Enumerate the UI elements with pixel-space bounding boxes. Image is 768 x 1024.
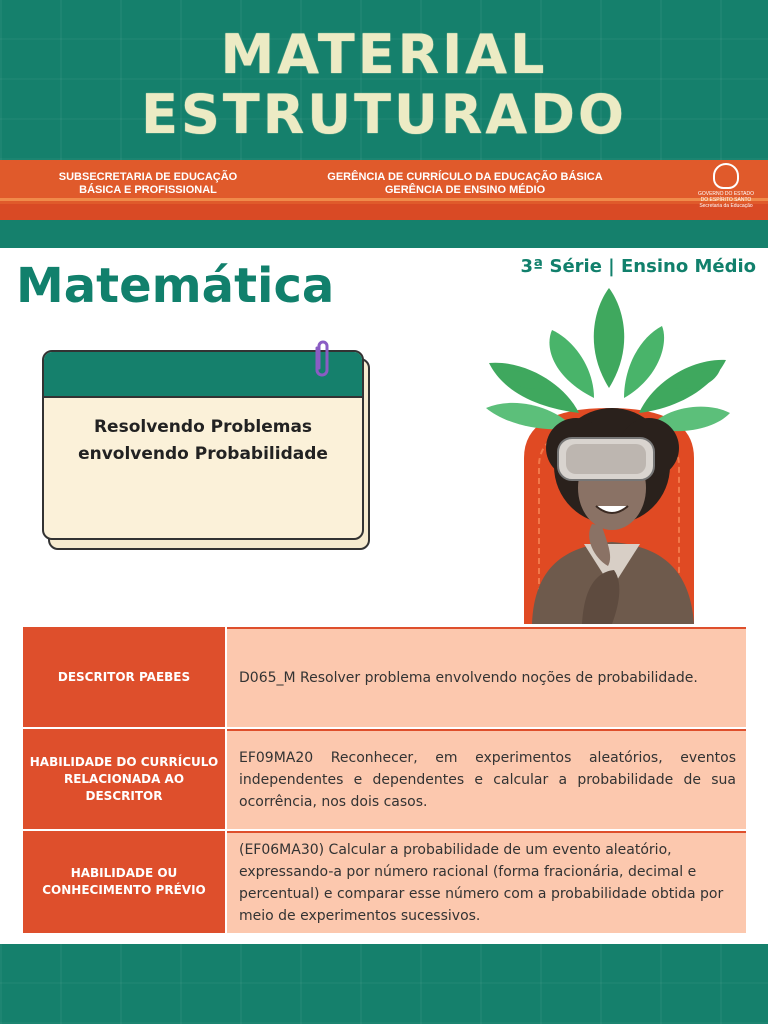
footer-band	[0, 944, 768, 1024]
grade-label: 3ª Série | Ensino Médio	[520, 256, 756, 277]
table-row	[23, 831, 746, 933]
vr-student-illustration	[484, 288, 734, 624]
gerencia-line-1: GERÊNCIA DE CURRÍCULO DA EDUCAÇÃO BÁSICA	[327, 171, 603, 183]
row-label-descritor: DESCRITOR PAEBES	[23, 627, 225, 727]
row-value-habilidade: EF09MA20 Reconhecer, em experimentos aleatórios, eventos independentes e dependentes e calcular a probabilidade de sua ocorrência, nos dois casos.	[227, 729, 746, 829]
subsecretaria-label: SUBSECRETARIA DE EDUCAÇÃO BÁSICA E PROFISSIONAL	[58, 171, 238, 196]
gerencia-label	[300, 171, 630, 197]
teal-band	[0, 220, 768, 248]
row-label-habilidade: HABILIDADE DO CURRÍCULO RELACIONADA AO DESCRITOR	[23, 729, 225, 829]
logo-text: GOVERNO DO ESTADO DO ESPÍRITO SANTO Secretaria da Educação	[697, 191, 755, 209]
title-line-2: ESTRUTURADO	[141, 83, 627, 146]
title-line-1: MATERIAL	[220, 23, 548, 86]
state-logo	[696, 163, 756, 215]
org-band	[0, 160, 768, 220]
row-value-conhecimento-previo: (EF06MA30) Calcular a probabilidade de um evento aleatório, expressando-a por número racional (forma fracionária, decimal e percentual) e comparar esse número com a probabilidade obtida por meio de experimentos sucessivos.	[227, 831, 746, 933]
subject-title: Matemática	[16, 258, 335, 314]
descriptor-table	[23, 627, 746, 933]
row-label-conhecimento-previo: HABILIDADE OU CONHECIMENTO PRÉVIO	[23, 831, 225, 933]
paperclip-icon	[312, 340, 332, 384]
table-row	[23, 627, 746, 727]
gerencia-line-2: GERÊNCIA DE ENSINO MÉDIO	[384, 184, 546, 196]
topic-title: Resolvendo Problemas envolvendo Probabilidade	[78, 417, 328, 464]
band-stripe-lower	[0, 204, 768, 220]
band-stripe	[0, 198, 768, 201]
header-banner	[0, 0, 768, 160]
table-row	[23, 729, 746, 829]
row-value-descritor: D065_M Resolver problema envolvendo noções de probabilidade.	[227, 627, 746, 727]
coat-of-arms-icon	[713, 163, 739, 189]
